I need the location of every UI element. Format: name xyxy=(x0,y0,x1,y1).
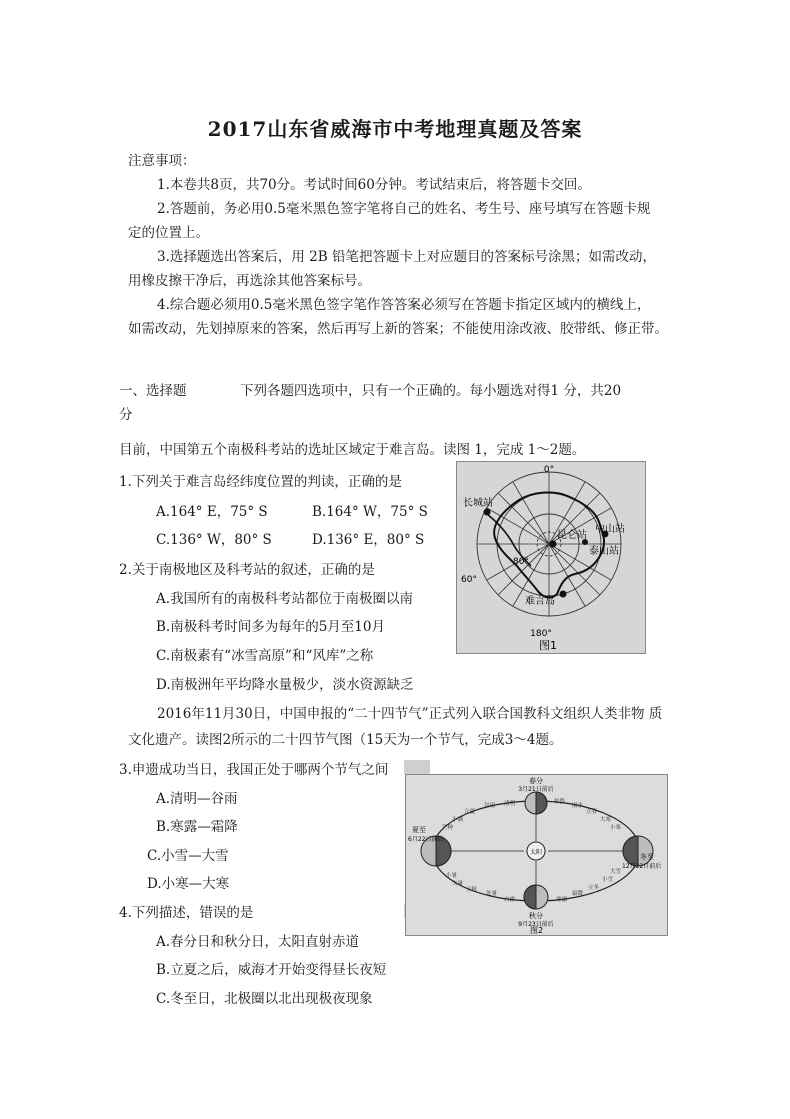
q1-option-a: A.164° E，75° S xyxy=(156,504,268,520)
label-kunlun: 昆仑站 xyxy=(557,530,587,541)
q4-option-a: A.春分日和秋分日，太阳直射赤道 xyxy=(156,934,360,950)
q2-option-a: A.我国所有的南极科考站都位于南极圈以南 xyxy=(156,591,414,607)
figure-2-caption: 图2 xyxy=(530,926,544,935)
q1-stem: 1.下列关于难言岛经纬度位置的判读，正确的是 xyxy=(119,474,402,490)
figure-2-solar-terms xyxy=(405,774,668,936)
changcheng-station-dot xyxy=(484,509,491,516)
q1-option-b: B.164° W，75° S xyxy=(312,504,428,520)
q2-option-b: B.南极科考时间多为每年的5月至10月 xyxy=(156,619,385,635)
q3-option-a: A.清明—谷雨 xyxy=(156,791,238,807)
notice-item-4-cont: 如需改动，先划掉原来的答案，然后再写上新的答案；不能使用涂改液、胶带纸、修正带。 xyxy=(128,321,668,337)
nanyan-island-dot xyxy=(560,591,567,598)
term-dashu: 大暑 xyxy=(452,881,464,887)
label-60-degree: 60° xyxy=(461,575,477,585)
label-summer-date: 6月22日前后 xyxy=(408,836,444,843)
earth-spring xyxy=(525,792,547,814)
term-lixia: 立夏 xyxy=(464,809,476,815)
q2-option-d: D.南极洲年平均降水量极少，淡水资源缺乏 xyxy=(156,677,414,693)
section-instruction: 下列各题四选项中，只有一个正确的。每小题选对得1 分，共20 xyxy=(240,383,622,399)
label-autumn: 秋分 xyxy=(529,912,543,920)
earth-winter xyxy=(623,836,653,866)
label-180-degree: 180° xyxy=(530,629,552,639)
term-daxue: 大雪 xyxy=(610,869,622,875)
label-changcheng: 长城站 xyxy=(463,498,493,509)
sun xyxy=(527,842,545,860)
q1-option-c: C.136° W，80° S xyxy=(156,532,272,548)
term-dahan: 大寒 xyxy=(600,817,612,823)
term-lidong: 立冬 xyxy=(588,885,600,891)
notice-heading: 注意事项： xyxy=(128,153,196,169)
term-xiaohan: 小寒 xyxy=(610,825,622,831)
label-spring: 春分 xyxy=(529,777,543,785)
label-zhongshan: 中山站 xyxy=(595,524,625,535)
q4-option-c: C.冬至日，北极圈以北出现极夜现象 xyxy=(156,991,373,1007)
label-autumn-date: 9月23日前后 xyxy=(518,921,554,928)
term-shuangjiang: 霜降 xyxy=(572,891,584,897)
figure-1-caption: 图1 xyxy=(539,639,557,652)
intro-2-line-2: 文化遗产。读图2所示的二十四节气图（15天为一个节气，完成3～4题。 xyxy=(128,732,563,748)
term-xiaoxue: 小雪 xyxy=(602,877,614,883)
kunlun-station-dot xyxy=(550,541,557,548)
q3-option-c: C.小雪—大雪 xyxy=(147,848,229,864)
q4-option-b: B.立夏之后，威海才开始变得昼长夜短 xyxy=(156,962,387,978)
q4-stem: 4.下列描述，错误的是 xyxy=(119,905,254,921)
page-title: 2017山东省威海市中考地理真题及答案 xyxy=(207,117,583,141)
term-guyu: 谷雨 xyxy=(484,803,496,809)
blurred-mark xyxy=(404,760,430,774)
term-hanlu: 寒露 xyxy=(556,897,568,903)
notice-item-1: 1.本卷共8页，共70分。考试时间60分钟。考试结束后，将答题卡交回。 xyxy=(157,177,591,193)
label-0-degree: 0° xyxy=(543,465,555,475)
term-lichun: 立春 xyxy=(586,809,598,815)
term-chushu: 处暑 xyxy=(486,891,498,897)
earth-autumn xyxy=(524,885,548,909)
term-xiaoman: 小满 xyxy=(452,817,464,823)
term-jingzhe: 惊蛰 xyxy=(554,799,566,805)
term-yushui: 雨水 xyxy=(572,803,584,809)
section-heading: 一、选择题 xyxy=(119,383,187,399)
label-nanyan: 难言岛 xyxy=(525,596,555,607)
term-bailu: 白露 xyxy=(504,897,516,903)
q2-option-c: C.南极素有“冰雪高原”和“风库”之称 xyxy=(156,648,374,664)
notice-item-3-cont: 用橡皮擦干净后，再选涂其他答案标号。 xyxy=(128,273,371,289)
label-80-degree: 80° xyxy=(513,557,529,567)
notice-item-2-cont: 定的位置上。 xyxy=(128,225,209,241)
intro-1: 目前，中国第五个南极科考站的选址区域定于难言岛。读图 1，完成 1～2题。 xyxy=(119,442,586,458)
label-winter-date: 12月22日前后 xyxy=(622,863,662,870)
q3-option-b: B.寒露—霜降 xyxy=(156,819,238,835)
section-instruction-cont: 分 xyxy=(119,407,133,423)
term-xiaoshu: 小暑 xyxy=(446,873,458,879)
label-spring-date: 3月21日前后 xyxy=(518,786,554,793)
term-mangzhong: 芒种 xyxy=(442,825,454,831)
term-liqiu: 立秋 xyxy=(466,887,478,893)
label-winter: 冬至 xyxy=(640,853,654,861)
notice-item-3: 3.选择题选出答案后，用 2B 铅笔把答题卡上对应题目的答案标号涂黑；如需改动， xyxy=(157,249,656,265)
label-summer: 夏至 xyxy=(412,826,426,834)
q1-option-d: D.136° E，80° S xyxy=(312,532,425,548)
q2-stem: 2.关于南极地区及科考站的叙述，正确的是 xyxy=(119,562,375,578)
intro-2-line-1: 2016年11月30日，中国申报的“二十四节气”正式列入联合国教科文组织人类非物 质 xyxy=(157,706,663,722)
label-sun: 太阳 xyxy=(529,849,543,856)
q3-option-d: D.小寒—大寒 xyxy=(147,876,230,892)
label-taishan: 泰山站 xyxy=(589,546,619,557)
q3-stem: 3.申遗成功当日，我国正处于哪两个节气之间 xyxy=(119,762,389,778)
figure-1-antarctic-map xyxy=(456,461,646,654)
notice-item-2: 2.答题前，务必用0.5毫米黑色签字笔将自己的姓名、考生号、座号填写在答题卡规 xyxy=(157,201,651,217)
term-qingming: 清明 xyxy=(504,801,516,807)
notice-item-4: 4.综合题必须用0.5毫米黑色签字笔作答答案必须写在答题卡指定区域内的横线上， xyxy=(157,297,651,313)
